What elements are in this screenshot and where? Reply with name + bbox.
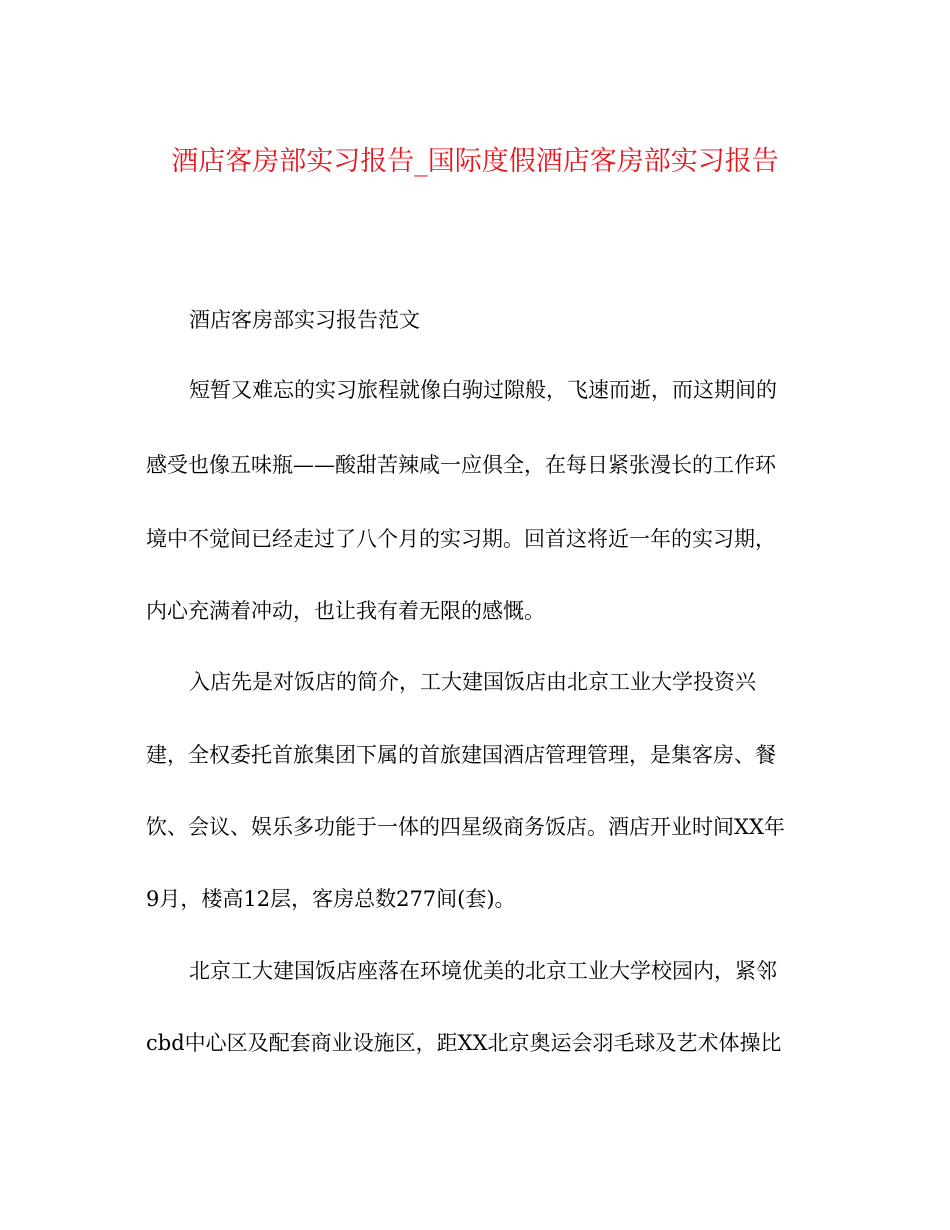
paragraph-line: 内心充满着冲动，也让我有着无限的感慨。 [146,599,545,623]
paragraph-line: 感受也像五味瓶——酸甜苦辣咸一应俱全，在每日紧张漫长的工作环 [146,453,776,477]
paragraph-line: 建，全权委托首旅集团下属的首旅建国酒店管理管理，是集客房、餐 [146,743,776,767]
paragraph-line: cbd中心区及配套商业设施区，距XX北京奥运会羽毛球及艺术体操比 [146,1031,782,1055]
paragraph-line: 短暂又难忘的实习旅程就像白驹过隙般，飞速而逝，而这期间的 [189,378,777,402]
paragraph-line: 9月，楼高12层，客房总数277间(套)。 [146,887,516,911]
paragraph-line: 北京工大建国饭店座落在环境优美的北京工业大学校园内，紧邻 [189,959,777,983]
document-title: 酒店客房部实习报告_国际度假酒店客房部实习报告 [171,146,779,177]
paragraph-line: 饮、会议、娱乐多功能于一体的四星级商务饭店。酒店开业时间XX年 [146,815,785,839]
paragraph-line: 境中不觉间已经走过了八个月的实习期。回首这将近一年的实习期， [146,527,776,551]
paragraph-line: 入店先是对饭店的简介，工大建国饭店由北京工业大学投资兴 [189,670,756,694]
section-heading: 酒店客房部实习报告范文 [189,308,420,332]
